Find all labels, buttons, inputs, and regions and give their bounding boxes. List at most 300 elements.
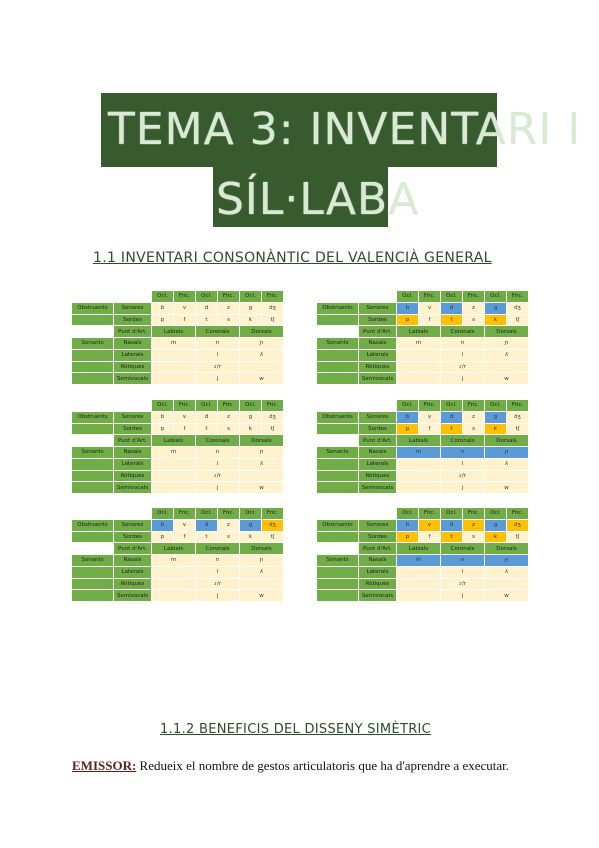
consonant-table — [72, 400, 284, 494]
phoneme-cell: ɲ — [240, 555, 284, 567]
phoneme-cell: l — [441, 459, 485, 471]
phoneme-cell: ɲ — [485, 447, 529, 459]
phoneme-cell: b — [397, 520, 419, 532]
subsection-heading: 1.1.2 BENEFICIS DEL DISSENY SIMÈTRIC — [160, 722, 432, 737]
row-label: Sordes — [114, 315, 152, 327]
empty-cell — [72, 400, 114, 412]
phoneme-cell: s — [218, 424, 240, 436]
row-label: Nasals — [359, 447, 397, 459]
column-header: Fric. — [463, 291, 485, 303]
paragraph-label: EMISSOR: — [72, 758, 137, 773]
column-header: Ocl. — [152, 291, 174, 303]
column-group: Coronals — [196, 543, 240, 555]
phoneme-cell: p — [397, 424, 419, 436]
phoneme-cell: v — [419, 412, 441, 424]
phoneme-cell: p — [152, 315, 174, 327]
empty-cell — [317, 350, 359, 362]
phoneme-cell: f — [174, 532, 196, 544]
empty-cell — [72, 350, 114, 362]
row-label: Laterals — [359, 567, 397, 579]
phoneme-cell: b — [152, 412, 174, 424]
phoneme-cell: p — [152, 532, 174, 544]
phoneme-cell: w — [240, 590, 284, 602]
empty-cell — [72, 508, 114, 520]
column-group: Dorsals — [240, 543, 284, 555]
phoneme-cell: n — [196, 447, 240, 459]
phoneme-cell: tʃ — [507, 532, 529, 544]
phoneme-cell: m — [152, 555, 196, 567]
row-label: Sonores — [359, 412, 397, 424]
column-header: Ocl. — [397, 508, 419, 520]
column-header: Fric. — [419, 400, 441, 412]
row-label: Punt d'Art. — [359, 543, 397, 555]
phoneme-cell: d — [196, 303, 218, 315]
row-label: Punt d'Art. — [114, 543, 152, 555]
column-header: Fric. — [507, 508, 529, 520]
row-label: Sordes — [359, 532, 397, 544]
column-header: Ocl. — [152, 508, 174, 520]
empty-cell — [317, 326, 359, 338]
phoneme-cell: ɲ — [485, 555, 529, 567]
column-header: Ocl. — [485, 508, 507, 520]
row-group-label: Obstruents — [317, 412, 359, 424]
empty-cell — [72, 424, 114, 436]
column-header: Ocl. — [397, 291, 419, 303]
phoneme-cell: t — [441, 315, 463, 327]
consonant-table — [317, 508, 529, 602]
column-header: Ocl. — [441, 400, 463, 412]
phoneme-cell: ɾ/r — [196, 471, 240, 483]
row-label: Laterals — [359, 459, 397, 471]
phoneme-cell: g — [485, 412, 507, 424]
empty-cell — [317, 482, 359, 494]
phoneme-cell: g — [240, 303, 262, 315]
phoneme-cell: tʃ — [507, 424, 529, 436]
column-group: Labials — [397, 435, 441, 447]
phoneme-cell: m — [397, 338, 441, 350]
phoneme-cell: t — [441, 532, 463, 544]
empty-cell — [72, 326, 114, 338]
phoneme-cell: b — [152, 520, 174, 532]
row-label: Ròtiques — [359, 579, 397, 591]
empty-cell — [152, 362, 196, 374]
empty-cell — [317, 435, 359, 447]
phoneme-cell: t — [196, 532, 218, 544]
phoneme-cell: f — [174, 315, 196, 327]
phoneme-cell: m — [152, 447, 196, 459]
row-label: Sonores — [114, 303, 152, 315]
phoneme-cell: k — [240, 424, 262, 436]
empty-cell — [152, 459, 196, 471]
empty-cell — [72, 590, 114, 602]
phoneme-cell: w — [240, 482, 284, 494]
phoneme-cell: l — [196, 459, 240, 471]
row-group-label: Obstruents — [72, 520, 114, 532]
page-title: TEMA 3: INVENTARI I — [108, 104, 582, 155]
phoneme-cell: g — [485, 520, 507, 532]
row-label: Ròtiques — [114, 579, 152, 591]
column-group: Dorsals — [240, 435, 284, 447]
phoneme-cell: z — [218, 520, 240, 532]
phoneme-cell: tʃ — [262, 315, 284, 327]
empty-cell — [317, 291, 359, 303]
phoneme-cell: dʒ — [507, 303, 529, 315]
empty-cell — [72, 362, 114, 374]
empty-cell — [397, 590, 441, 602]
phoneme-cell: s — [218, 315, 240, 327]
column-header: Ocl. — [196, 400, 218, 412]
phoneme-cell: w — [485, 590, 529, 602]
phoneme-cell: z — [218, 412, 240, 424]
phoneme-cell: p — [152, 424, 174, 436]
empty-cell — [317, 373, 359, 385]
phoneme-cell: n — [441, 555, 485, 567]
phoneme-cell: f — [174, 424, 196, 436]
empty-cell — [317, 543, 359, 555]
column-header: Ocl. — [397, 400, 419, 412]
phoneme-cell: d — [441, 520, 463, 532]
phoneme-cell: v — [419, 520, 441, 532]
phoneme-cell: z — [463, 520, 485, 532]
empty-cell — [72, 482, 114, 494]
phoneme-cell: d — [196, 412, 218, 424]
phoneme-cell: z — [463, 412, 485, 424]
phoneme-cell: g — [240, 520, 262, 532]
empty-cell — [485, 579, 529, 591]
column-group: Labials — [152, 435, 196, 447]
phoneme-cell: dʒ — [507, 520, 529, 532]
row-label: Laterals — [359, 350, 397, 362]
empty-cell — [317, 424, 359, 436]
empty-cell — [72, 567, 114, 579]
column-group: Labials — [152, 326, 196, 338]
column-header: Ocl. — [485, 291, 507, 303]
phoneme-cell: tʃ — [507, 315, 529, 327]
row-label: Ròtiques — [359, 471, 397, 483]
empty-cell — [485, 362, 529, 374]
empty-cell — [72, 435, 114, 447]
row-label: Nasals — [114, 338, 152, 350]
phoneme-cell: z — [218, 303, 240, 315]
row-group-label: Sonants — [317, 338, 359, 350]
column-group: Dorsals — [240, 326, 284, 338]
phoneme-cell: n — [441, 338, 485, 350]
column-group: Labials — [397, 543, 441, 555]
row-label: Sordes — [114, 424, 152, 436]
phoneme-cell: tʃ — [262, 532, 284, 544]
empty-cell — [72, 532, 114, 544]
row-label: Sordes — [359, 315, 397, 327]
empty-cell — [72, 579, 114, 591]
empty-cell — [317, 459, 359, 471]
phoneme-cell: ʎ — [240, 567, 284, 579]
phoneme-cell: n — [441, 447, 485, 459]
row-label: Sordes — [114, 532, 152, 544]
row-label: Sonores — [114, 412, 152, 424]
phoneme-cell: l — [441, 350, 485, 362]
phoneme-cell: ɲ — [240, 447, 284, 459]
column-header: Fric. — [507, 400, 529, 412]
row-label: Punt d'Art. — [359, 435, 397, 447]
phoneme-cell: p — [397, 532, 419, 544]
column-group: Labials — [397, 326, 441, 338]
phoneme-cell: b — [397, 303, 419, 315]
phoneme-cell: s — [463, 532, 485, 544]
row-label: Laterals — [114, 459, 152, 471]
phoneme-cell: j — [196, 482, 240, 494]
phoneme-cell: k — [240, 532, 262, 544]
empty-cell — [240, 471, 284, 483]
phoneme-cell: ʎ — [485, 459, 529, 471]
row-group-label: Sonants — [72, 338, 114, 350]
phoneme-cell: z — [463, 303, 485, 315]
phoneme-cell: dʒ — [262, 520, 284, 532]
phoneme-cell: l — [441, 567, 485, 579]
empty-cell — [72, 543, 114, 555]
consonant-table — [72, 508, 284, 602]
column-group: Dorsals — [485, 326, 529, 338]
paragraph-text: Redueix el nombre de gestos articulatoris que ha d'aprendre a executar. — [136, 758, 509, 773]
phoneme-cell: f — [419, 532, 441, 544]
phoneme-cell: s — [463, 315, 485, 327]
phoneme-cell: ɾ/r — [441, 471, 485, 483]
empty-cell — [152, 373, 196, 385]
column-header: Fric. — [262, 400, 284, 412]
phoneme-cell: v — [174, 520, 196, 532]
column-header: Ocl. — [240, 291, 262, 303]
phoneme-cell: f — [419, 315, 441, 327]
phoneme-cell: ʎ — [240, 350, 284, 362]
phoneme-cell: k — [485, 424, 507, 436]
column-header: Fric. — [218, 508, 240, 520]
row-label: Semivocals — [359, 482, 397, 494]
row-label: Ròtiques — [359, 362, 397, 374]
phoneme-cell: w — [485, 373, 529, 385]
row-label: Punt d'Art. — [359, 326, 397, 338]
column-header: Fric. — [419, 508, 441, 520]
empty-cell — [152, 567, 196, 579]
column-header: Ocl. — [196, 291, 218, 303]
empty-cell — [317, 579, 359, 591]
empty-cell — [359, 508, 397, 520]
empty-cell — [317, 362, 359, 374]
row-label: Nasals — [114, 555, 152, 567]
phoneme-cell: l — [196, 350, 240, 362]
column-header: Fric. — [174, 291, 196, 303]
empty-cell — [397, 362, 441, 374]
phoneme-cell: dʒ — [262, 303, 284, 315]
phoneme-cell: n — [196, 555, 240, 567]
empty-cell — [397, 350, 441, 362]
phoneme-cell: m — [397, 555, 441, 567]
phoneme-cell: k — [485, 532, 507, 544]
row-group-label: Obstruents — [317, 520, 359, 532]
empty-cell — [114, 400, 152, 412]
phoneme-cell: f — [419, 424, 441, 436]
empty-cell — [317, 315, 359, 327]
phoneme-cell: d — [441, 412, 463, 424]
column-group: Coronals — [441, 435, 485, 447]
phoneme-cell: w — [485, 482, 529, 494]
phoneme-cell: ɾ/r — [196, 362, 240, 374]
row-group-label: Sonants — [317, 555, 359, 567]
column-group: Coronals — [441, 326, 485, 338]
empty-cell — [397, 373, 441, 385]
phoneme-cell: m — [152, 338, 196, 350]
empty-cell — [317, 532, 359, 544]
empty-cell — [240, 579, 284, 591]
phoneme-cell: ʎ — [240, 459, 284, 471]
empty-cell — [152, 482, 196, 494]
empty-cell — [72, 373, 114, 385]
column-header: Fric. — [218, 291, 240, 303]
row-label: Semivocals — [359, 590, 397, 602]
row-group-label: Sonants — [317, 447, 359, 459]
phoneme-cell: t — [441, 424, 463, 436]
column-header: Ocl. — [441, 508, 463, 520]
phoneme-cell: k — [240, 315, 262, 327]
column-header: Ocl. — [196, 508, 218, 520]
column-group: Dorsals — [485, 543, 529, 555]
phoneme-cell: tʃ — [262, 424, 284, 436]
phoneme-cell: v — [419, 303, 441, 315]
empty-cell — [317, 590, 359, 602]
empty-cell — [152, 579, 196, 591]
empty-cell — [397, 482, 441, 494]
phoneme-cell: ɾ/r — [196, 579, 240, 591]
paragraph — [72, 758, 509, 774]
consonant-table — [72, 291, 284, 385]
phoneme-cell: n — [196, 338, 240, 350]
empty-cell — [72, 315, 114, 327]
column-header: Ocl. — [441, 291, 463, 303]
row-label: Punt d'Art. — [114, 326, 152, 338]
phoneme-cell: ɾ/r — [441, 579, 485, 591]
column-header: Fric. — [463, 508, 485, 520]
phoneme-cell: ɲ — [240, 338, 284, 350]
column-group: Labials — [152, 543, 196, 555]
phoneme-cell: j — [441, 482, 485, 494]
row-group-label: Sonants — [72, 447, 114, 459]
column-header: Fric. — [218, 400, 240, 412]
phoneme-cell: b — [152, 303, 174, 315]
empty-cell — [397, 459, 441, 471]
phoneme-cell: v — [174, 303, 196, 315]
row-group-label: Sonants — [72, 555, 114, 567]
phoneme-cell: b — [397, 412, 419, 424]
empty-cell — [72, 291, 114, 303]
row-label: Sordes — [359, 424, 397, 436]
empty-cell — [317, 400, 359, 412]
phoneme-cell: v — [174, 412, 196, 424]
row-label: Punt d'Art. — [114, 435, 152, 447]
row-label: Laterals — [114, 350, 152, 362]
empty-cell — [72, 471, 114, 483]
empty-cell — [397, 579, 441, 591]
row-group-label: Obstruents — [317, 303, 359, 315]
row-label: Sonores — [114, 520, 152, 532]
row-label: Semivocals — [114, 590, 152, 602]
page-title-line2: SÍL·LABA — [216, 174, 420, 225]
phoneme-cell: j — [441, 373, 485, 385]
phoneme-cell: s — [463, 424, 485, 436]
row-label: Nasals — [359, 338, 397, 350]
column-header: Ocl. — [240, 400, 262, 412]
column-header: Fric. — [174, 400, 196, 412]
row-group-label: Obstruents — [72, 303, 114, 315]
row-label: Laterals — [114, 567, 152, 579]
empty-cell — [359, 291, 397, 303]
consonant-table — [317, 400, 529, 494]
consonant-table — [317, 291, 529, 385]
phoneme-cell: k — [485, 315, 507, 327]
phoneme-cell: d — [196, 520, 218, 532]
empty-cell — [317, 471, 359, 483]
column-group: Dorsals — [485, 435, 529, 447]
phoneme-cell: ɾ/r — [441, 362, 485, 374]
column-header: Fric. — [262, 291, 284, 303]
phoneme-cell: ɲ — [485, 338, 529, 350]
phoneme-cell: m — [397, 447, 441, 459]
row-group-label: Obstruents — [72, 412, 114, 424]
column-header: Fric. — [262, 508, 284, 520]
phoneme-cell: g — [240, 412, 262, 424]
phoneme-cell: ʎ — [485, 567, 529, 579]
row-label: Sonores — [359, 520, 397, 532]
phoneme-cell: t — [196, 315, 218, 327]
row-label: Sonores — [359, 303, 397, 315]
section-heading: 1.1 INVENTARI CONSONÀNTIC DEL VALENCIÀ GENERAL — [93, 250, 492, 266]
phoneme-cell: l — [196, 567, 240, 579]
row-label: Nasals — [114, 447, 152, 459]
empty-cell — [485, 471, 529, 483]
phoneme-cell: p — [397, 315, 419, 327]
empty-cell — [359, 400, 397, 412]
column-group: Coronals — [196, 326, 240, 338]
empty-cell — [114, 508, 152, 520]
column-header: Fric. — [174, 508, 196, 520]
column-header: Fric. — [419, 291, 441, 303]
empty-cell — [152, 590, 196, 602]
row-label: Semivocals — [114, 482, 152, 494]
phoneme-cell: s — [218, 532, 240, 544]
phoneme-cell: t — [196, 424, 218, 436]
column-header: Ocl. — [240, 508, 262, 520]
column-header: Ocl. — [485, 400, 507, 412]
column-header: Fric. — [463, 400, 485, 412]
column-header: Ocl. — [152, 400, 174, 412]
phoneme-cell: j — [441, 590, 485, 602]
row-label: Semivocals — [114, 373, 152, 385]
phoneme-cell: ʎ — [485, 350, 529, 362]
phoneme-cell: dʒ — [262, 412, 284, 424]
empty-cell — [152, 350, 196, 362]
empty-cell — [397, 567, 441, 579]
column-group: Coronals — [441, 543, 485, 555]
empty-cell — [72, 459, 114, 471]
row-label: Semivocals — [359, 373, 397, 385]
phoneme-cell: j — [196, 373, 240, 385]
phoneme-cell: d — [441, 303, 463, 315]
column-header: Fric. — [507, 291, 529, 303]
phoneme-cell: w — [240, 373, 284, 385]
empty-cell — [317, 567, 359, 579]
row-label: Nasals — [359, 555, 397, 567]
empty-cell — [397, 471, 441, 483]
phoneme-cell: dʒ — [507, 412, 529, 424]
empty-cell — [317, 508, 359, 520]
empty-cell — [240, 362, 284, 374]
